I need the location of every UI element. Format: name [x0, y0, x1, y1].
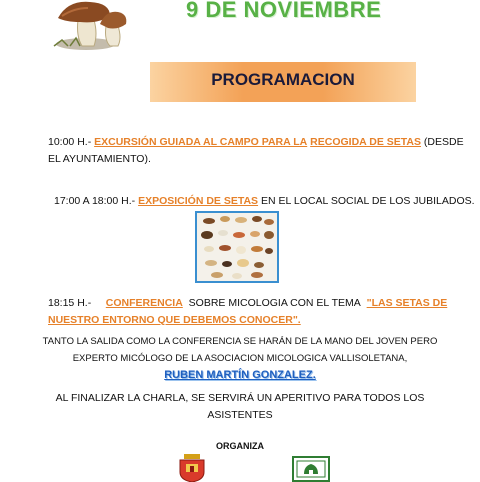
- item-3-line-2: [48, 312, 301, 329]
- item-3-time: 18:15 H.-: [48, 297, 92, 309]
- info-line-1: TANTO LA SALIDA COMO LA CONFERENCIA SE HARÁN DE LA MANO DEL JOVEN PERO: [42, 336, 438, 347]
- association-logo-icon: [292, 456, 330, 482]
- item-1-rest: (DESDE: [421, 136, 464, 148]
- item-1-time: 10:00 H.-: [48, 136, 95, 148]
- aperitivo-line-2: ASISTENTES: [207, 409, 273, 421]
- programacion-label: PROGRAMACION: [211, 70, 355, 89]
- item-3-quote-2: NUESTRO ENTORNO QUE DEBEMOS CONOCER".: [48, 314, 301, 326]
- mushroom-exhibit-icon: [197, 213, 277, 281]
- item-1-highlight-2: RECOGIDA DE SETAS: [310, 136, 422, 148]
- aperitivo-line-1: AL FINALIZAR LA CHARLA, SE SERVIRÁ UN APERITIVO PARA TODOS LOS: [55, 392, 425, 404]
- item-2-time: 17:00 A 18:00 H.-: [54, 195, 139, 207]
- speaker-name: RUBEN MARTÍN GONZALEZ.: [164, 369, 316, 381]
- program-item-1: [48, 134, 464, 151]
- item-1-highlight-1: EXCURSIÓN GUIADA AL CAMPO PARA LA: [94, 136, 308, 148]
- mushroom-illustration-icon: [48, 0, 132, 50]
- program-item-3: [48, 295, 447, 312]
- item-3-rest: SOBRE MICOLOGIA CON EL TEMA: [188, 297, 361, 309]
- item-3-highlight: CONFERENCIA: [105, 297, 183, 309]
- item-2-rest: EN EL LOCAL SOCIAL DE LOS JUBILADOS.: [258, 195, 475, 207]
- program-item-2: [54, 193, 475, 210]
- date-title: 9 DE NOVIEMBRE: [186, 0, 382, 22]
- item-2-highlight: EXPOSICIÓN DE SETAS: [138, 195, 259, 207]
- item-3-quote-1: "LAS SETAS DE: [366, 297, 448, 309]
- mushroom-exhibit-photo: [195, 211, 279, 283]
- organiza-label: ORGANIZA: [216, 441, 264, 451]
- info-line-2: EXPERTO MICÓLOGO DE LA ASOCIACION MICOLOGICA VALLISOLETANA,: [72, 353, 408, 364]
- coat-of-arms-icon: [176, 454, 208, 482]
- programacion-banner: [150, 62, 416, 102]
- item-1-line-2: EL AYUNTAMIENTO).: [48, 153, 151, 165]
